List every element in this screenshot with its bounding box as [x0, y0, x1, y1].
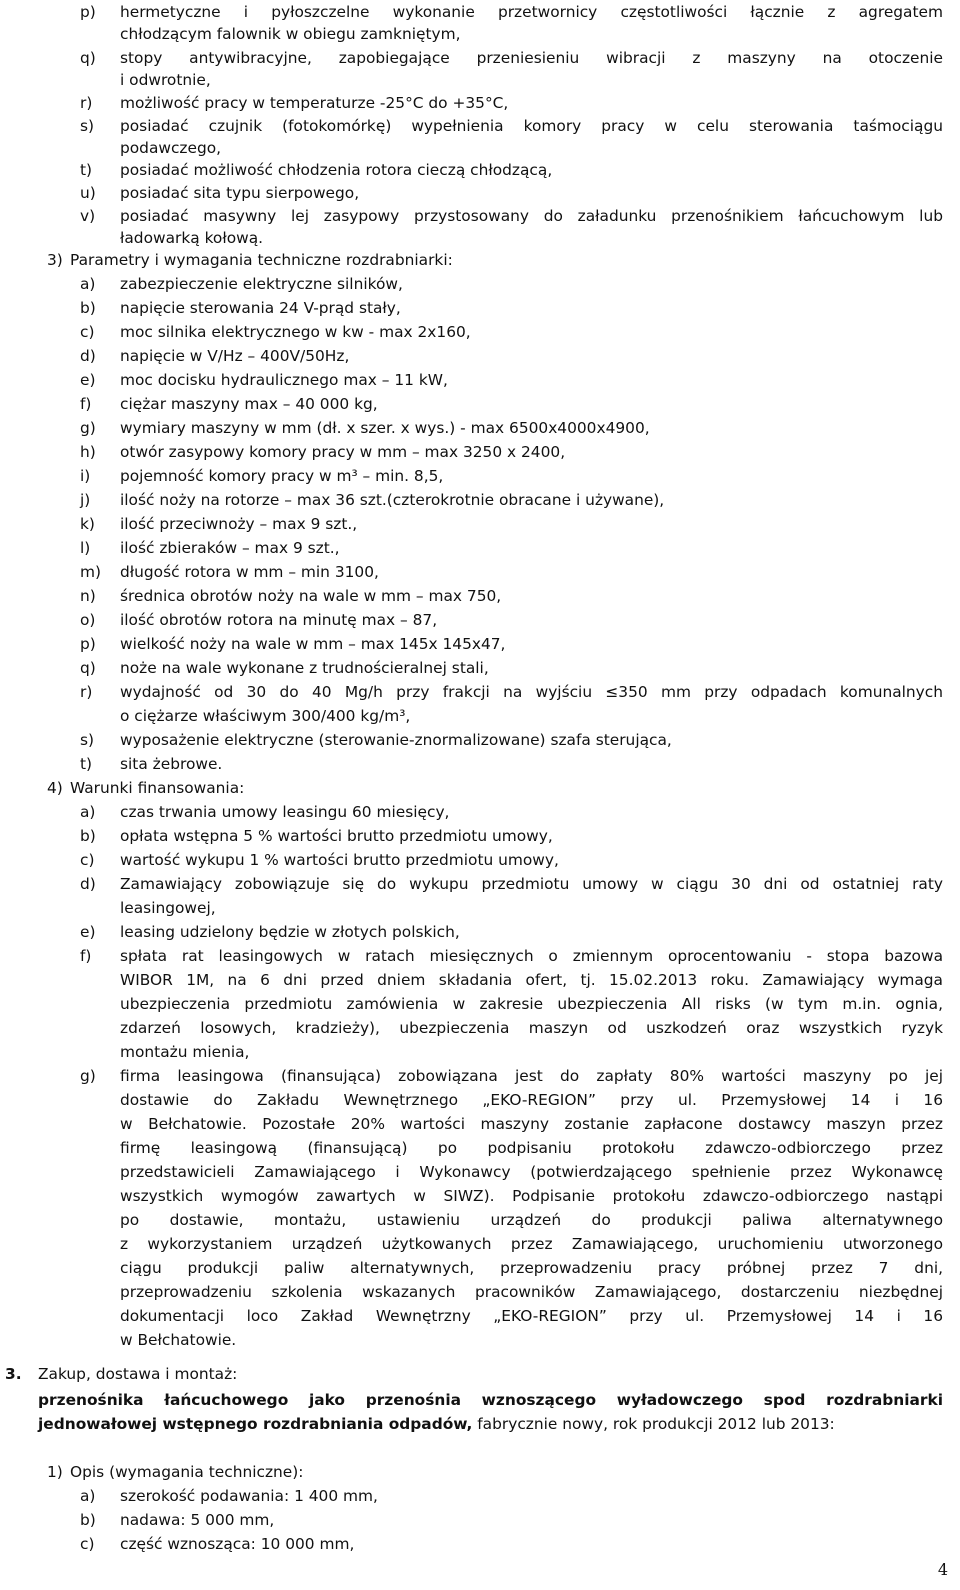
- list-marker: s): [80, 117, 95, 135]
- line-text: ilość obrotów rotora na minutę max – 87,: [120, 611, 438, 629]
- line-text: długość rotora w mm – min 3100,: [120, 563, 379, 581]
- text-line: [0, 205, 960, 229]
- line-text: część wznosząca: 10 000 mm,: [120, 1535, 355, 1553]
- line-text: firmę leasingową (finansującą) po podpisaniu protokołu zdawczo-odbiorczego przez: [120, 1139, 943, 1157]
- text-line: [0, 1113, 960, 1137]
- text-line: [0, 921, 960, 945]
- list-marker: d): [80, 347, 96, 365]
- line-text: pojemność komory pracy w m³ – min. 8,5,: [120, 467, 444, 485]
- text-line: [0, 1363, 960, 1387]
- page-number: 4: [937, 1560, 948, 1579]
- text-line: [0, 321, 960, 345]
- text-line: [0, 489, 960, 513]
- text-line: [0, 297, 960, 321]
- text-line: [0, 993, 960, 1017]
- list-marker: h): [80, 443, 96, 461]
- line-text: wartość wykupu 1 % wartości brutto przedmiotu umowy,: [120, 851, 559, 869]
- list-marker: b): [80, 827, 96, 845]
- line-text: sita żebrowe.: [120, 755, 223, 773]
- line-text: zabezpieczenie elektryczne silników,: [120, 275, 403, 293]
- line-text: ubezpieczenia przedmiotu zamówienia w zakresie ubezpieczenia All risks (w tym m.in. ognia,: [120, 995, 943, 1013]
- text-line: [0, 657, 960, 681]
- text-line: [0, 1089, 960, 1113]
- text-line: [0, 825, 960, 849]
- line-text: moc docisku hydraulicznego max – 11 kW,: [120, 371, 448, 389]
- line-text: ilość przeciwnoży – max 9 szt.,: [120, 515, 358, 533]
- list-marker: q): [80, 49, 96, 67]
- line-text: otwór zasypowy komory pracy w mm – max 3250 x 2400,: [120, 443, 566, 461]
- line-text: posiadać czujnik (fotokomórkę) wypełnienia komory pracy w celu sterowania taśmociągu: [120, 117, 943, 135]
- text-line: [0, 1065, 960, 1089]
- list-marker: k): [80, 515, 95, 533]
- line-text: napięcie sterowania 24 V-prąd stały,: [120, 299, 401, 317]
- text-line: [0, 849, 960, 873]
- list-marker: 4): [47, 779, 63, 797]
- text-line: [0, 1509, 960, 1533]
- text-line: [0, 633, 960, 657]
- line-text: noże na wale wykonane z trudnościeralnej stali,: [120, 659, 489, 677]
- line-text: po dostawie, montażu, ustawieniu urządzeń do produkcji paliwa alternatywnego: [120, 1211, 943, 1229]
- text-line: [0, 182, 960, 206]
- text-line: [0, 897, 960, 921]
- line-text: Zamawiający zobowiązuje się do wykupu przedmiotu umowy w ciągu 30 dni od ostatniej raty: [120, 875, 943, 893]
- line-text: posiadać sita typu sierpowego,: [120, 184, 360, 202]
- line-text: spłata rat leasingowych w ratach miesięcznych o zmiennym oprocentowaniu - stopa bazowa: [120, 947, 943, 965]
- line-text: leasing udzielony będzie w złotych polskich,: [120, 923, 460, 941]
- list-marker: r): [80, 94, 93, 112]
- text-line: [0, 1161, 960, 1185]
- text-line: [0, 681, 960, 705]
- text-line: [0, 1281, 960, 1305]
- line-text: leasingowej,: [120, 899, 216, 917]
- line-text: Opis (wymagania techniczne):: [70, 1463, 304, 1481]
- line-text: przedstawicieli Zamawiającego i Wykonawcy (potwierdzającego spełnienie przez Wykonawcę: [120, 1163, 943, 1181]
- text-line: [0, 159, 960, 183]
- list-marker: t): [80, 755, 93, 773]
- line-text: czas trwania umowy leasingu 60 miesięcy,: [120, 803, 450, 821]
- line-text: w Bełchatowie. Pozostałe 20% wartości maszyny zostanie zapłacone dostawcy maszyn przez: [120, 1115, 943, 1133]
- line-text: dokumentacji loco Zakład Wewnętrzny „EKO-REGION” przy ul. Przemysłowej 14 i 16: [120, 1307, 943, 1325]
- list-marker: 3): [47, 251, 63, 269]
- list-marker: v): [80, 207, 96, 225]
- list-marker: s): [80, 731, 95, 749]
- text-line: [0, 945, 960, 969]
- list-marker: j): [80, 491, 91, 509]
- list-marker: d): [80, 875, 96, 893]
- line-text: Parametry i wymagania techniczne rozdrabniarki:: [70, 251, 453, 269]
- list-marker: c): [80, 851, 95, 869]
- text-line: [0, 227, 960, 251]
- list-marker: c): [80, 323, 95, 341]
- line-text: jednowałowej wstępnego rozdrabniania odpadów, fabrycznie nowy, rok produkcji 2012 lub 2013:: [38, 1415, 835, 1433]
- text-line: [0, 1413, 960, 1437]
- text-line: [0, 1533, 960, 1557]
- text-line: [0, 1137, 960, 1161]
- list-marker: f): [80, 395, 92, 413]
- text-line: [0, 801, 960, 825]
- text-line: [0, 47, 960, 71]
- text-line: [0, 969, 960, 993]
- text-line: [0, 537, 960, 561]
- list-marker: q): [80, 659, 96, 677]
- text-line: [0, 1389, 960, 1413]
- line-text: napięcie w V/Hz – 400V/50Hz,: [120, 347, 350, 365]
- line-text: Zakup, dostawa i montaż:: [38, 1365, 238, 1383]
- line-text: przeprowadzeniu szkolenia wskazanych pracowników Zamawiającego, dostarczeniu niezbędnej: [120, 1283, 943, 1301]
- line-text: ilość noży na rotorze – max 36 szt.(czterokrotnie obracane i używane),: [120, 491, 665, 509]
- line-text: przenośnika łańcuchowego jako przenośnia wznoszącego wyładowczego spod rozdrabniarki: [38, 1391, 943, 1409]
- line-text: firma leasingowa (finansująca) zobowiązana jest do zapłaty 80% wartości maszyny po jej: [120, 1067, 943, 1085]
- text-line: [0, 1017, 960, 1041]
- text-line: [0, 1209, 960, 1233]
- list-marker: o): [80, 611, 96, 629]
- list-marker: 3.: [5, 1365, 22, 1383]
- list-marker: a): [80, 275, 96, 293]
- text-line: [0, 705, 960, 729]
- line-text: posiadać masywny lej zasypowy przystosowany do załadunku przenośnikiem łańcuchowym lub: [120, 207, 943, 225]
- list-marker: m): [80, 563, 101, 581]
- list-marker: t): [80, 161, 93, 179]
- text-line: [0, 1041, 960, 1065]
- line-text: ciężar maszyny max – 40 000 kg,: [120, 395, 378, 413]
- list-marker: r): [80, 683, 93, 701]
- text-line: [0, 873, 960, 897]
- text-line: [0, 345, 960, 369]
- list-marker: g): [80, 419, 96, 437]
- text-line: [0, 417, 960, 441]
- text-line: [0, 1305, 960, 1329]
- text-line: [0, 273, 960, 297]
- line-text: WIBOR 1M, na 6 dni przed dniem składania ofert, tj. 15.02.2013 roku. Zamawiający wymaga: [120, 971, 943, 989]
- text-line: [0, 729, 960, 753]
- list-marker: i): [80, 467, 91, 485]
- text-line: [0, 137, 960, 161]
- list-marker: b): [80, 1511, 96, 1529]
- line-text: zdarzeń losowych, kradzieży), ubezpieczenia maszyn od uszkodzeń oraz wszystkich ryzyk: [120, 1019, 943, 1037]
- text-line: [0, 585, 960, 609]
- list-marker: b): [80, 299, 96, 317]
- list-marker: l): [80, 539, 91, 557]
- line-text: o ciężarze właściwym 300/400 kg/m³,: [120, 707, 411, 725]
- text-line: [0, 1329, 960, 1353]
- text-line: [0, 777, 960, 801]
- line-text: szerokość podawania: 1 400 mm,: [120, 1487, 378, 1505]
- list-marker: 1): [47, 1463, 63, 1481]
- line-text: możliwość pracy w temperaturze -25°C do +35°C,: [120, 94, 509, 112]
- line-text: wyposażenie elektryczne (sterowanie-znormalizowane) szafa sterująca,: [120, 731, 672, 749]
- line-text: średnica obrotów noży na wale w mm – max 750,: [120, 587, 502, 605]
- text-line: [0, 69, 960, 93]
- line-text: chłodzącym falownik w obiegu zamkniętym,: [120, 25, 461, 43]
- list-marker: p): [80, 3, 96, 21]
- list-marker: a): [80, 1487, 96, 1505]
- line-text: montażu mienia,: [120, 1043, 250, 1061]
- line-text: wszystkich wymogów zawartych w SIWZ). Podpisanie protokołu zdawczo-odbiorczego nastąpi: [120, 1187, 943, 1205]
- line-text: w Bełchatowie.: [120, 1331, 237, 1349]
- list-marker: g): [80, 1067, 96, 1085]
- text-line: [0, 465, 960, 489]
- text-line: [0, 369, 960, 393]
- text-line: [0, 753, 960, 777]
- text-line: [0, 1485, 960, 1509]
- list-marker: a): [80, 803, 96, 821]
- text-line: [0, 441, 960, 465]
- line-text: wielkość noży na wale w mm – max 145x 145x47,: [120, 635, 506, 653]
- text-line: [0, 1, 960, 25]
- text-line: [0, 1233, 960, 1257]
- list-marker: u): [80, 184, 96, 202]
- list-marker: f): [80, 947, 92, 965]
- line-text: dostawie do Zakładu Wewnętrznego „EKO-REGION” przy ul. Przemysłowej 14 i 16: [120, 1091, 943, 1109]
- line-text-tail: fabrycznie nowy, rok produkcji 2012 lub 2013:: [472, 1415, 835, 1433]
- list-marker: c): [80, 1535, 95, 1553]
- text-line: [0, 1461, 960, 1485]
- text-line: [0, 23, 960, 47]
- line-text: Warunki finansowania:: [70, 779, 245, 797]
- text-line: [0, 609, 960, 633]
- text-line: [0, 92, 960, 116]
- text-line: [0, 1257, 960, 1281]
- line-text: wydajność od 30 do 40 Mg/h przy frakcji na wyjściu ≤350 mm przy odpadach komunalnych: [120, 683, 943, 701]
- list-marker: e): [80, 371, 96, 389]
- line-text: z wykorzystaniem urządzeń użytkowanych przez Zamawiającego, uruchomieniu utworzonego: [120, 1235, 943, 1253]
- line-text: i odwrotnie,: [120, 71, 211, 89]
- line-text: nadawa: 5 000 mm,: [120, 1511, 275, 1529]
- text-line: [0, 249, 960, 273]
- text-line: [0, 115, 960, 139]
- list-marker: p): [80, 635, 96, 653]
- line-text: stopy antywibracyjne, zapobiegające przeniesieniu wibracji z maszyny na otoczenie: [120, 49, 943, 67]
- line-text: wymiary maszyny w mm (dł. x szer. x wys.) - max 6500x4000x4900,: [120, 419, 650, 437]
- text-line: [0, 513, 960, 537]
- line-text: hermetyczne i pyłoszczelne wykonanie przetwornicy częstotliwości łącznie z agregatem: [120, 3, 943, 21]
- list-marker: n): [80, 587, 96, 605]
- line-text: podawczego,: [120, 139, 222, 157]
- line-text: ładowarką kołową.: [120, 229, 264, 247]
- list-marker: e): [80, 923, 96, 941]
- line-text: moc silnika elektrycznego w kw - max 2x160,: [120, 323, 471, 341]
- line-text: ciągu produkcji paliw alternatywnych, przeprowadzeniu pracy próbnej przez 7 dni,: [120, 1259, 943, 1277]
- text-line: [0, 1185, 960, 1209]
- line-text: opłata wstępna 5 % wartości brutto przedmiotu umowy,: [120, 827, 553, 845]
- text-line: [0, 393, 960, 417]
- line-text: ilość zbieraków – max 9 szt.,: [120, 539, 340, 557]
- line-text: posiadać możliwość chłodzenia rotora cieczą chłodzącą,: [120, 161, 553, 179]
- text-line: [0, 561, 960, 585]
